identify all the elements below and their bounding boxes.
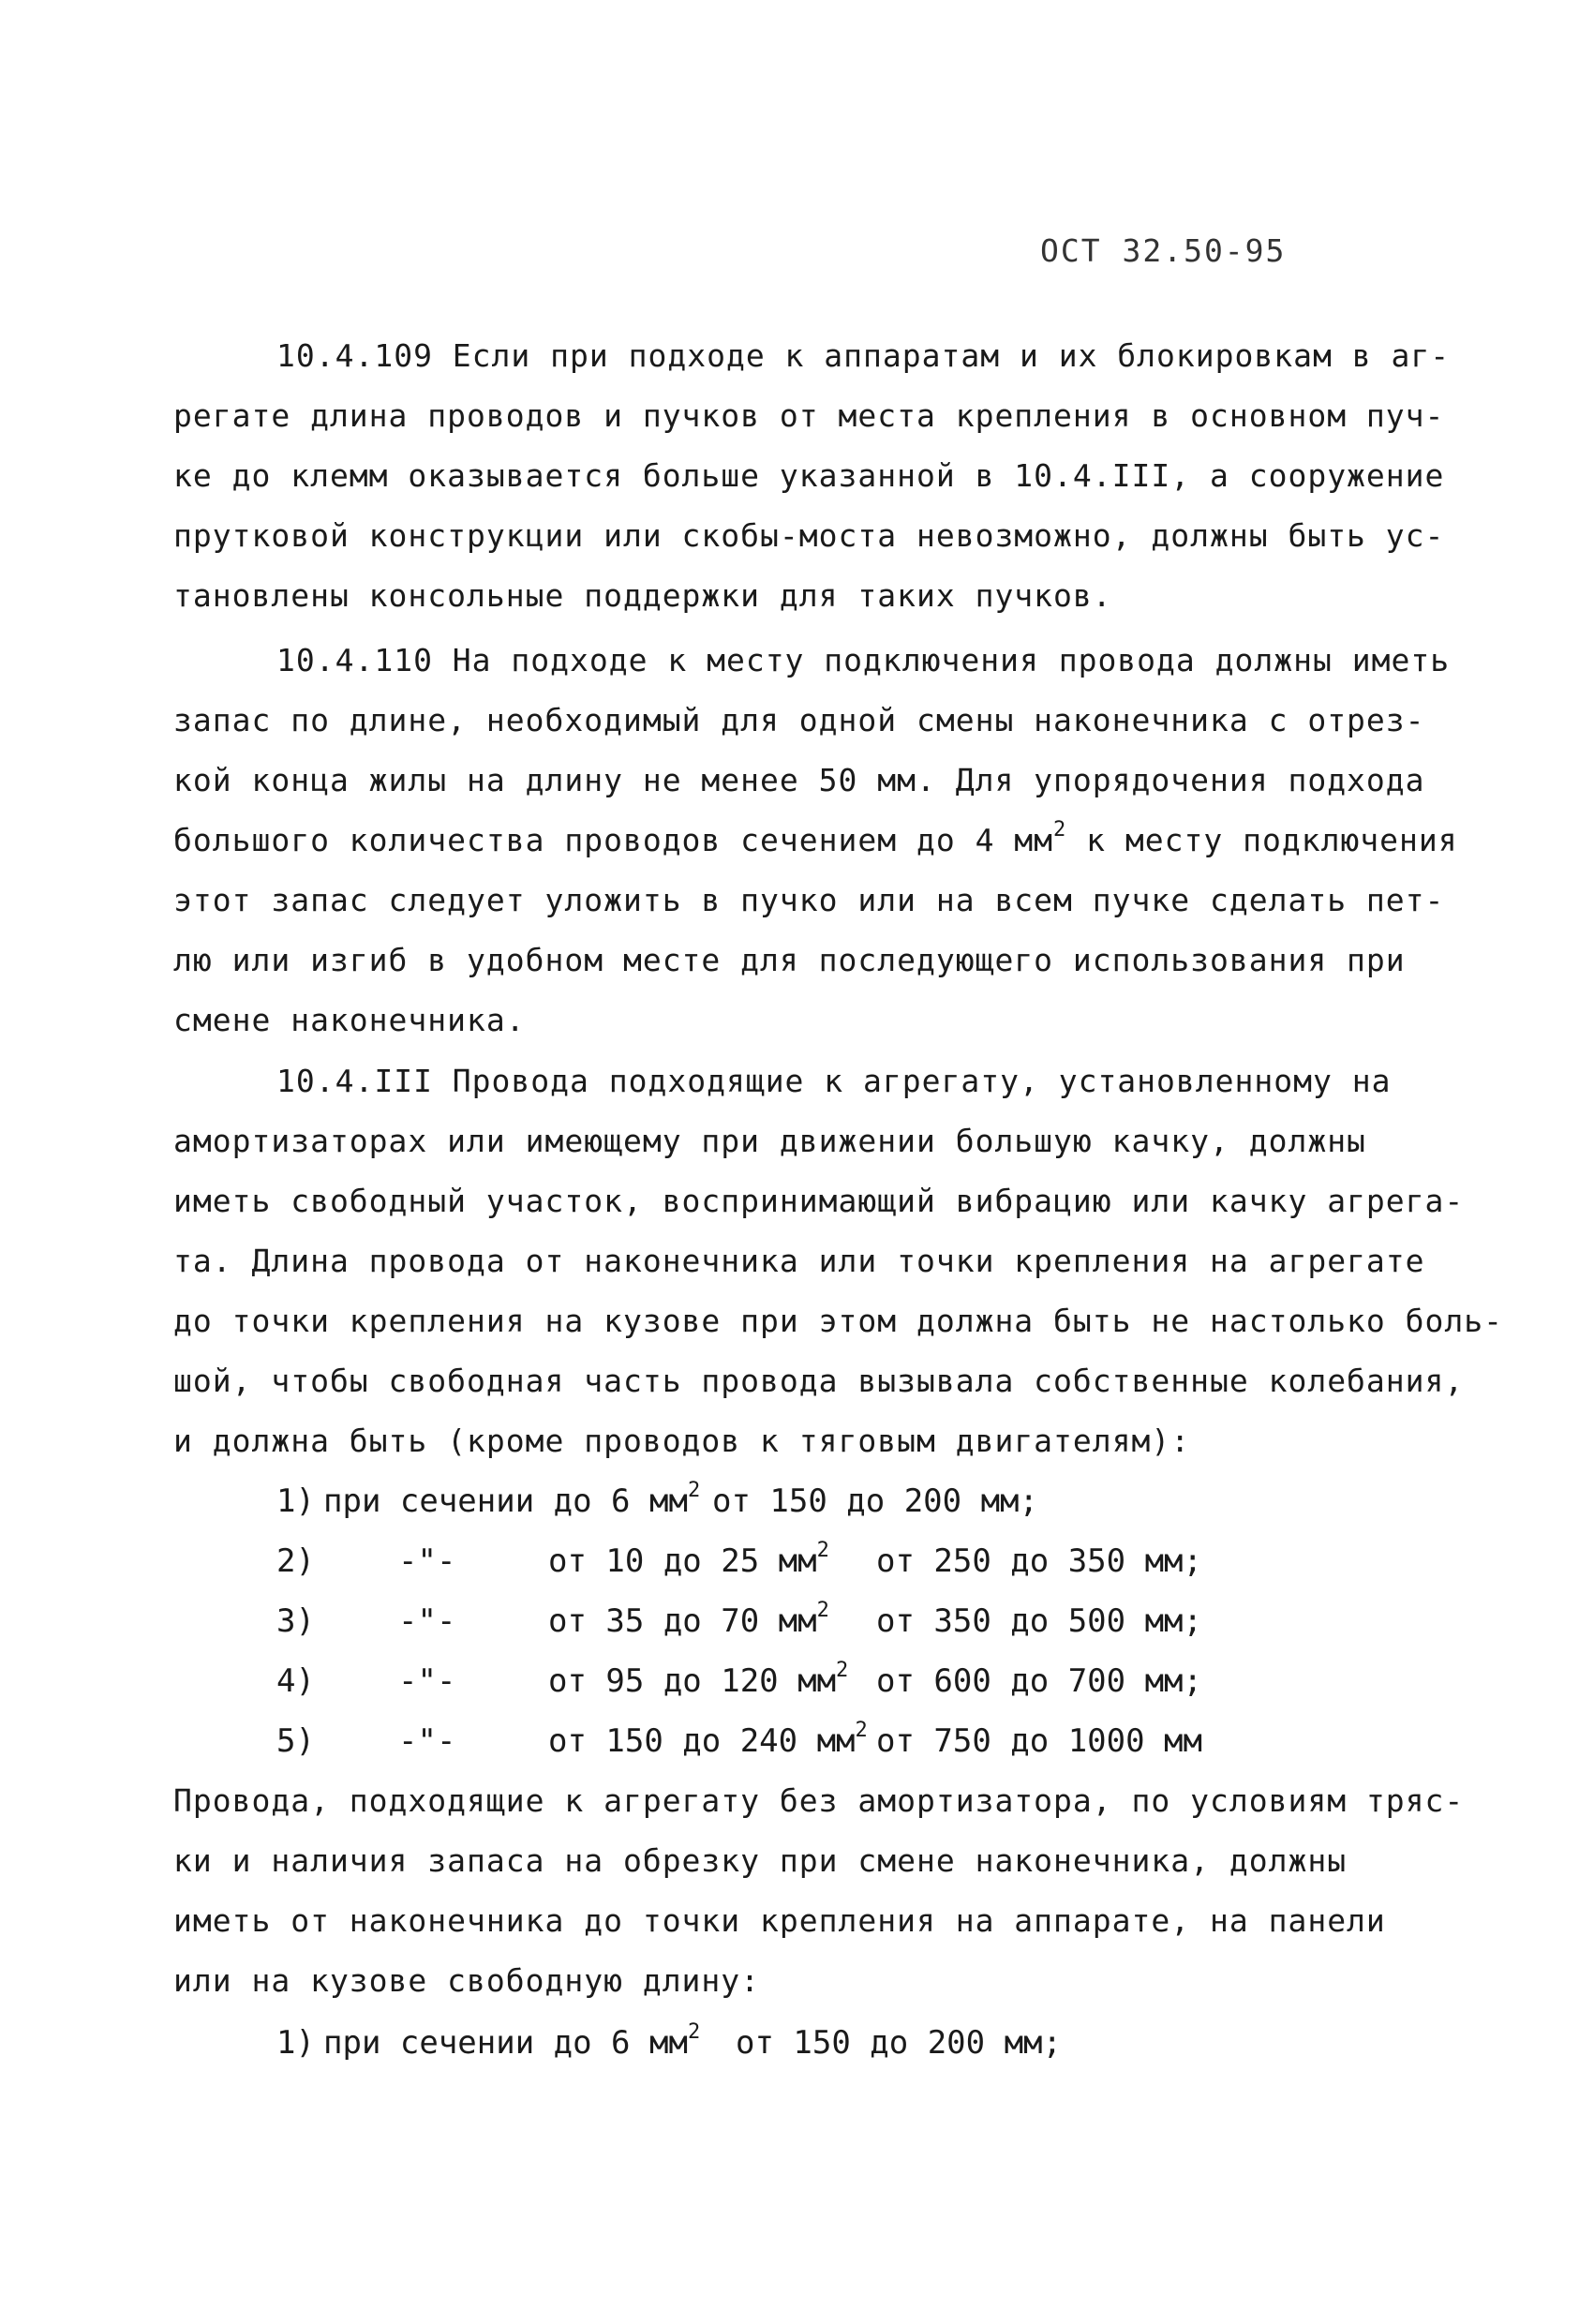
list-number: 4) <box>276 1662 315 1700</box>
superscript: 2 <box>836 1658 849 1682</box>
text-line: регате длина проводов и пучков от места крепления в основном пуч- <box>173 397 1445 434</box>
text-line: или на кузове свободную длину: <box>173 1962 761 1999</box>
text-segment: от 10 до 25 мм <box>548 1542 817 1580</box>
list-condition <box>548 1718 868 1760</box>
list-condition <box>323 1478 701 1520</box>
list-number: 2) <box>276 1542 315 1580</box>
text-line: 10.4.110 На подходе к месту подключения провода должны иметь <box>276 642 1451 678</box>
superscript: 2 <box>687 2019 701 2044</box>
list-range: от 750 до 1000 мм <box>876 1722 1202 1760</box>
text-line: ки и наличия запаса на обрезку при смене наконечника, должны <box>173 1842 1348 1879</box>
list-range: от 150 до 200 мм; <box>712 1482 1038 1520</box>
text-line: до точки крепления на кузове при этом должна быть не настолько боль- <box>173 1303 1504 1339</box>
text-line <box>173 818 1458 859</box>
text-segment: большого количества проводов сечением до 4 мм <box>173 822 1054 858</box>
text-line: иметь от наконечника до точки крепления на аппарате, на панели <box>173 1902 1386 1939</box>
list-number: 5) <box>276 1722 315 1760</box>
superscript: 2 <box>816 1538 829 1562</box>
ditto-mark: -"- <box>398 1722 456 1760</box>
document-code: ОСТ 32.50-95 <box>1040 232 1287 269</box>
superscript: 2 <box>687 1478 701 1502</box>
text-line: этот запас следует уложить в пучко или на всем пучке сделать пет- <box>173 882 1445 918</box>
text-segment: от 35 до 70 мм <box>548 1602 817 1640</box>
ditto-mark: -"- <box>398 1662 456 1700</box>
text-line: кой конца жилы на длину не менее 50 мм. Для упорядочения подхода <box>173 762 1425 798</box>
text-segment: при сечении до 6 мм <box>323 1482 688 1520</box>
text-line: та. Длина провода от наконечника или точки крепления на агрегате <box>173 1243 1425 1279</box>
text-line: амортизаторах или имеющему при движении большую качку, должны <box>173 1123 1366 1159</box>
list-range: от 350 до 500 мм; <box>876 1602 1202 1640</box>
list-range: от 150 до 200 мм; <box>736 2024 1062 2062</box>
text-line: лю или изгиб в удобном месте для последующего использования при <box>173 942 1406 978</box>
list-condition <box>548 1598 829 1640</box>
list-range: от 250 до 350 мм; <box>876 1542 1202 1580</box>
superscript: 2 <box>855 1718 868 1742</box>
text-segment: от 95 до 120 мм <box>548 1662 837 1700</box>
ditto-mark: -"- <box>398 1542 456 1580</box>
ditto-mark: -"- <box>398 1602 456 1640</box>
text-line: 10.4.109 Если при подходе к аппаратам и их блокировкам в аг- <box>276 337 1451 374</box>
text-line: 10.4.III Провода подходящие к агрегату, установленному на <box>276 1063 1392 1099</box>
text-line: тановлены консольные поддержки для таких пучков. <box>173 577 1112 614</box>
list-condition <box>323 2019 701 2062</box>
list-range: от 600 до 700 мм; <box>876 1662 1202 1700</box>
text-line: Провода, подходящие к агрегату без амортизатора, по условиям тряс- <box>173 1782 1465 1819</box>
text-line: прутковой конструкции или скобы-моста невозможно, должны быть ус- <box>173 517 1445 554</box>
list-number: 3) <box>276 1602 315 1640</box>
list-number: 1) <box>276 2024 315 2062</box>
text-line: и должна быть (кроме проводов к тяговым двигателям): <box>173 1423 1191 1459</box>
text-line: смене наконечника. <box>173 1002 526 1038</box>
text-line: иметь свободный участок, воспринимающий вибрацию или качку агрега- <box>173 1183 1465 1219</box>
superscript: 2 <box>816 1598 829 1622</box>
text-line: шой, чтобы свободная часть провода вызывала собственные колебания, <box>173 1363 1465 1399</box>
text-segment: к месту подключения <box>1066 822 1458 858</box>
list-condition <box>548 1658 849 1700</box>
text-segment: при сечении до 6 мм <box>323 2024 688 2062</box>
list-condition <box>548 1538 829 1580</box>
text-line: запас по длине, необходимый для одной смены наконечника с отрез- <box>173 702 1425 738</box>
superscript: 2 <box>1053 818 1067 842</box>
list-number: 1) <box>276 1482 315 1520</box>
text-segment: от 150 до 240 мм <box>548 1722 856 1760</box>
text-line: ке до клемм оказывается больше указанной в 10.4.III, а сооружение <box>173 457 1445 494</box>
